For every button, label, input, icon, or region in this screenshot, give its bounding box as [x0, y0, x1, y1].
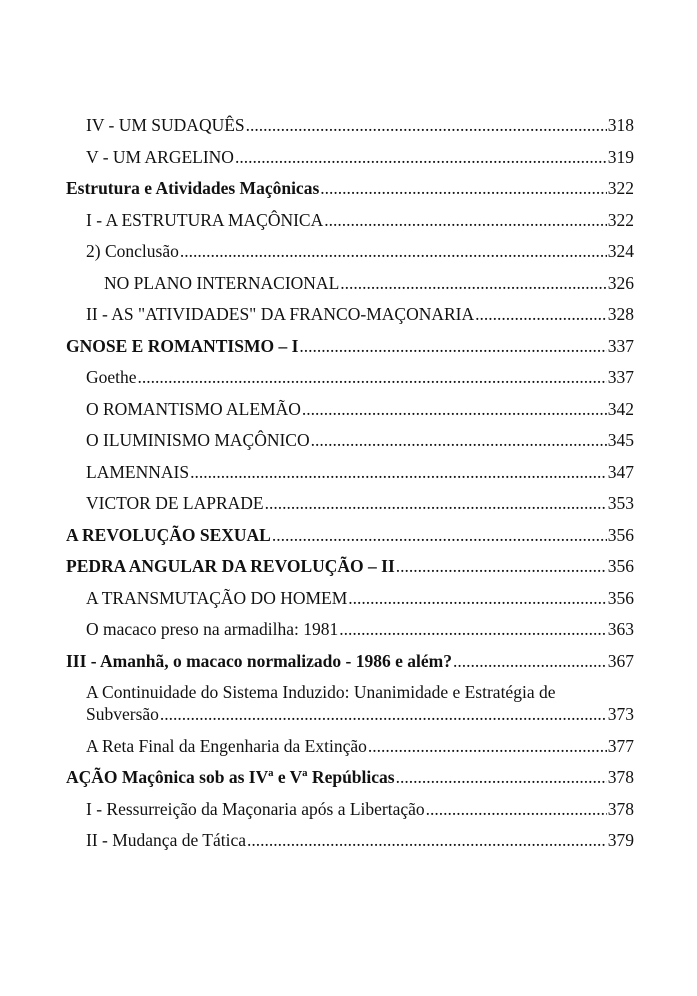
toc-entry[interactable] — [66, 618, 634, 640]
dot-leader — [311, 429, 607, 451]
toc-entry-title-line2: Subversão — [86, 704, 159, 724]
toc-entry-page: 337 — [607, 367, 634, 387]
toc-entry-title: A TRANSMUTAÇÃO DO HOMEM — [86, 587, 348, 608]
toc-entry-title: O ROMANTISMO ALEMÃO — [86, 398, 301, 419]
toc-entry-page: 318 — [607, 115, 634, 135]
toc-entry-title: NO PLANO INTERNACIONAL — [104, 272, 340, 293]
toc-entry-title: GNOSE E ROMANTISMO – I — [66, 335, 299, 356]
toc-entry[interactable] — [66, 681, 634, 725]
dot-leader — [396, 555, 607, 577]
dot-leader — [368, 735, 607, 757]
toc-entry-title: LAMENNAIS — [86, 461, 190, 482]
toc-entry-page: 324 — [607, 241, 634, 261]
toc-entry-title: A REVOLUÇÃO SEXUAL — [66, 524, 271, 545]
dot-leader — [138, 366, 607, 388]
dot-leader — [247, 829, 607, 851]
toc-entry[interactable] — [66, 587, 634, 609]
toc-entry[interactable] — [66, 303, 634, 325]
toc-section-entry[interactable] — [66, 555, 634, 577]
toc-entry-title: 2) Conclusão — [86, 241, 179, 261]
toc-entry[interactable] — [66, 492, 634, 514]
toc-entry[interactable] — [66, 114, 634, 136]
toc-section-entry[interactable] — [66, 650, 634, 672]
dot-leader — [180, 240, 607, 262]
toc-entry-title: V - UM ARGELINO — [86, 146, 234, 167]
toc-entry-title: IV - UM SUDAQUÊS — [86, 115, 245, 135]
toc-entry-page: 322 — [607, 178, 634, 198]
toc-entry-title: VICTOR DE LAPRADE — [86, 493, 264, 513]
dot-leader — [475, 303, 607, 325]
toc-entry[interactable] — [66, 829, 634, 851]
toc-section-entry[interactable] — [66, 766, 634, 788]
toc-entry-title-line1: A Continuidade do Sistema Induzido: Unanimidade e Estratégia de — [86, 682, 556, 702]
toc-entry-page: 367 — [607, 650, 634, 671]
toc-entry-page: 378 — [607, 798, 634, 819]
toc-entry-page: 353 — [607, 493, 634, 513]
dot-leader — [299, 335, 606, 357]
dot-leader — [302, 398, 607, 420]
dot-leader — [190, 461, 607, 483]
dot-leader — [246, 114, 607, 136]
toc-entry-title: Estrutura e Atividades Maçônicas — [66, 178, 320, 198]
toc-entry-page: 378 — [607, 767, 634, 787]
toc-entry-title: III - Amanhã, o macaco normalizado - 1986 e além? — [66, 650, 452, 671]
toc-entry-page: 345 — [607, 430, 634, 450]
toc-entry-title: II - AS "ATIVIDADES" DA FRANCO-MAÇONARIA — [86, 304, 475, 324]
dot-leader — [339, 618, 607, 640]
dot-leader — [426, 798, 607, 820]
dot-leader — [340, 272, 606, 294]
toc-entry-page: 326 — [607, 272, 634, 293]
toc-entry-title: AÇÃO Maçônica sob as IVª e Vª Repúblicas — [66, 767, 395, 787]
toc-entry-title: A Reta Final da Engenharia da Extinção — [86, 735, 367, 756]
dot-leader — [160, 703, 607, 725]
toc-entry[interactable] — [66, 735, 634, 757]
dot-leader — [272, 524, 607, 546]
toc-entry-line2 — [86, 703, 634, 725]
toc-entry-page: 363 — [607, 619, 634, 639]
dot-leader — [320, 177, 606, 199]
toc-entry-title: PEDRA ANGULAR DA REVOLUÇÃO – II — [66, 556, 395, 576]
toc-entry[interactable] — [66, 798, 634, 820]
table-of-contents — [66, 114, 634, 861]
dot-leader — [396, 766, 607, 788]
toc-entry-page: 379 — [607, 830, 634, 850]
toc-entry-page: 356 — [607, 587, 634, 608]
toc-entry[interactable] — [66, 272, 634, 294]
toc-entry-title: I - A ESTRUTURA MAÇÔNICA — [86, 209, 324, 230]
toc-entry-page: 373 — [607, 704, 634, 724]
toc-section-entry[interactable] — [66, 177, 634, 199]
toc-entry-page: 356 — [607, 524, 634, 545]
toc-section-entry[interactable] — [66, 335, 634, 357]
toc-entry[interactable] — [66, 429, 634, 451]
dot-leader — [235, 146, 607, 168]
toc-entry-page: 328 — [607, 304, 634, 324]
dot-leader — [324, 209, 607, 231]
toc-entry[interactable] — [66, 209, 634, 231]
toc-entry-page: 347 — [607, 461, 634, 482]
toc-entry-title: O ILUMINISMO MAÇÔNICO — [86, 430, 310, 450]
toc-entry-page: 319 — [607, 146, 634, 167]
toc-entry[interactable] — [66, 240, 634, 262]
dot-leader — [453, 650, 607, 672]
toc-section-entry[interactable] — [66, 524, 634, 546]
toc-entry-page: 337 — [607, 335, 634, 356]
toc-entry-title: O macaco preso na armadilha: 1981 — [86, 619, 339, 639]
toc-entry-page: 356 — [607, 556, 634, 576]
toc-entry[interactable] — [66, 398, 634, 420]
toc-entry-page: 322 — [607, 209, 634, 230]
dot-leader — [265, 492, 607, 514]
toc-entry-page: 342 — [607, 398, 634, 419]
toc-entry[interactable] — [66, 461, 634, 483]
toc-entry[interactable] — [66, 146, 634, 168]
toc-entry-title: Goethe — [86, 367, 137, 387]
toc-entry-title: II - Mudança de Tática — [86, 830, 247, 850]
toc-entry-title: I - Ressurreição da Maçonaria após a Libertação — [86, 798, 425, 819]
toc-entry[interactable] — [66, 366, 634, 388]
dot-leader — [348, 587, 606, 609]
toc-entry-page: 377 — [607, 735, 634, 756]
